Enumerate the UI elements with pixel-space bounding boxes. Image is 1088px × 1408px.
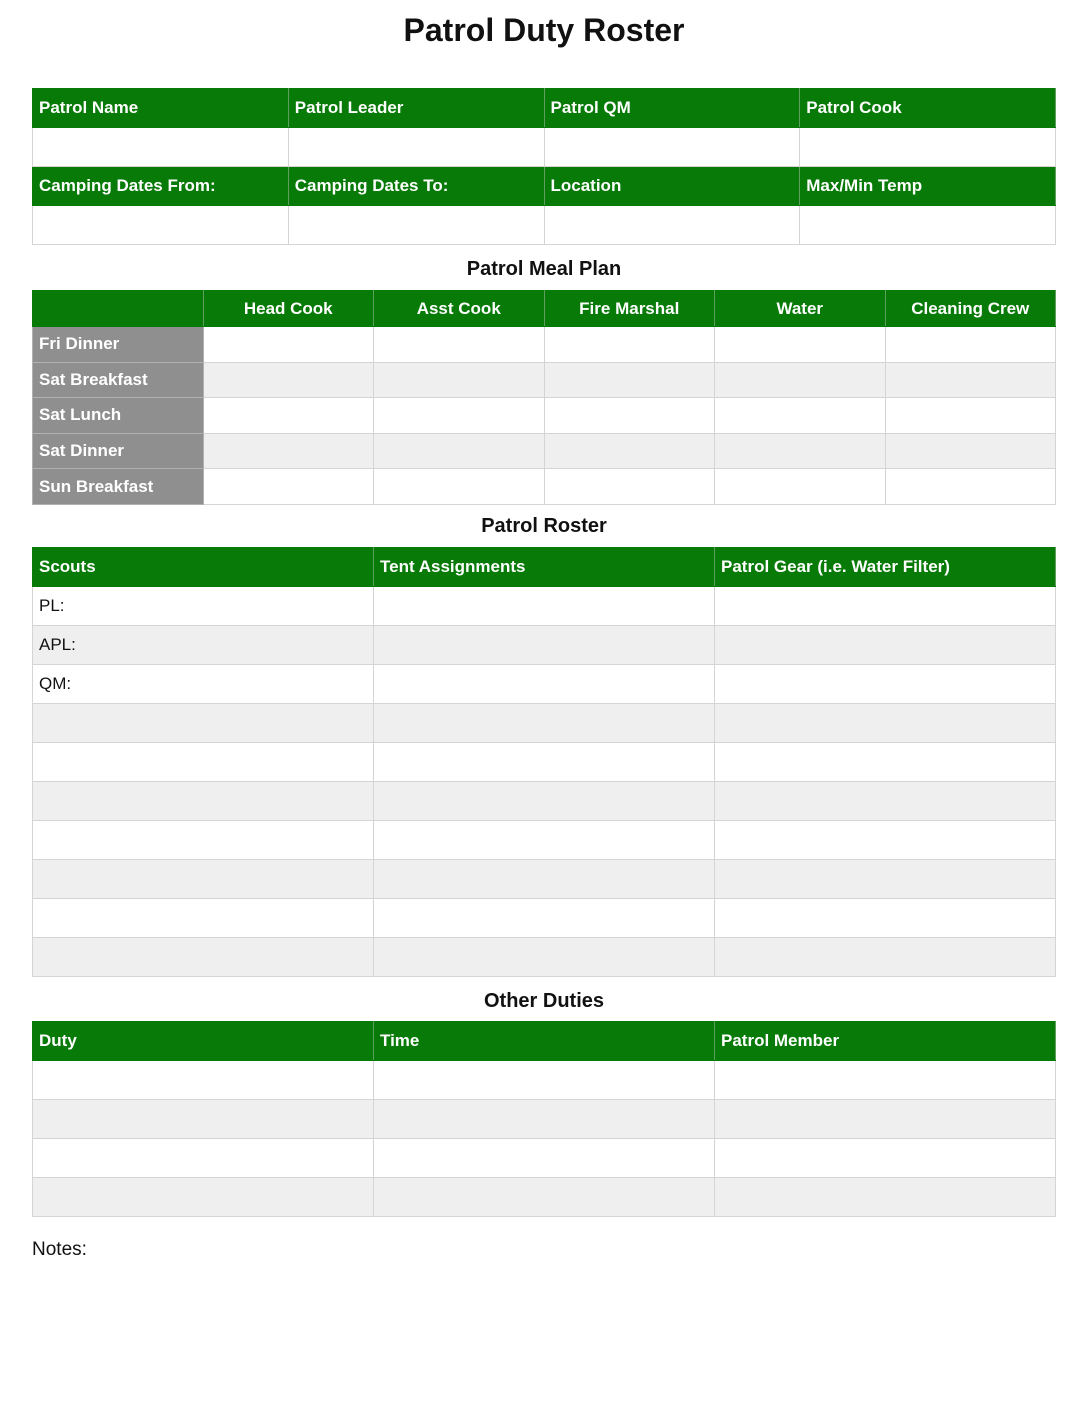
meal-row xyxy=(33,398,1056,434)
roster-header-tent-assignments: Tent Assignments xyxy=(374,548,715,587)
roster-gear-cell[interactable] xyxy=(715,860,1056,899)
roster-tent-cell[interactable] xyxy=(374,938,715,977)
meal-cell[interactable] xyxy=(885,362,1056,398)
meal-plan-table xyxy=(32,290,1056,505)
roster-scout-cell[interactable] xyxy=(33,938,374,977)
meal-cell[interactable] xyxy=(885,398,1056,434)
patrol-roster-table xyxy=(32,547,1056,977)
location-field[interactable] xyxy=(544,206,800,245)
roster-header-patrol-gear: Patrol Gear (i.e. Water Filter) xyxy=(715,548,1056,587)
info-header-patrol-leader: Patrol Leader xyxy=(288,89,544,128)
roster-gear-cell[interactable] xyxy=(715,587,1056,626)
duties-header-duty: Duty xyxy=(33,1022,374,1061)
roster-tent-cell[interactable] xyxy=(374,899,715,938)
roster-gear-cell[interactable] xyxy=(715,626,1056,665)
meal-cell[interactable] xyxy=(715,362,886,398)
patrol-member-cell[interactable] xyxy=(715,1139,1056,1178)
meal-row xyxy=(33,469,1056,505)
roster-scout-cell[interactable] xyxy=(33,860,374,899)
roster-scout-cell[interactable]: PL: xyxy=(33,587,374,626)
roster-gear-cell[interactable] xyxy=(715,743,1056,782)
meal-label: Sat Lunch xyxy=(33,398,204,434)
meal-cell[interactable] xyxy=(374,433,545,469)
roster-row xyxy=(33,899,1056,938)
roster-gear-cell[interactable] xyxy=(715,938,1056,977)
roster-row xyxy=(33,587,1056,626)
meal-cell[interactable] xyxy=(885,469,1056,505)
info-value-row xyxy=(33,206,1056,245)
meal-cell[interactable] xyxy=(374,362,545,398)
info-value-row xyxy=(33,128,1056,167)
duties-row xyxy=(33,1100,1056,1139)
roster-header-scouts: Scouts xyxy=(33,548,374,587)
meal-header-asst-cook: Asst Cook xyxy=(374,291,545,327)
duties-header-patrol-member: Patrol Member xyxy=(715,1022,1056,1061)
notes-label: Notes: xyxy=(32,1239,87,1260)
meal-cell[interactable] xyxy=(374,327,545,363)
meal-label: Sat Dinner xyxy=(33,433,204,469)
time-cell[interactable] xyxy=(374,1178,715,1217)
info-header-row xyxy=(33,167,1056,206)
meal-cell[interactable] xyxy=(885,327,1056,363)
meal-row xyxy=(33,433,1056,469)
meal-cell[interactable] xyxy=(885,433,1056,469)
roster-header-row xyxy=(33,548,1056,587)
meal-cell[interactable] xyxy=(715,469,886,505)
roster-row xyxy=(33,743,1056,782)
meal-label: Sun Breakfast xyxy=(33,469,204,505)
meal-cell[interactable] xyxy=(544,398,715,434)
time-cell[interactable] xyxy=(374,1061,715,1100)
meal-header-row xyxy=(33,291,1056,327)
meal-cell[interactable] xyxy=(715,398,886,434)
roster-tent-cell[interactable] xyxy=(374,860,715,899)
roster-gear-cell[interactable] xyxy=(715,821,1056,860)
meal-header-blank xyxy=(33,291,204,327)
roster-scout-cell[interactable]: QM: xyxy=(33,665,374,704)
meal-label: Sat Breakfast xyxy=(33,362,204,398)
roster-row xyxy=(33,665,1056,704)
meal-header-fire-marshal: Fire Marshal xyxy=(544,291,715,327)
meal-cell[interactable] xyxy=(544,433,715,469)
duties-row xyxy=(33,1139,1056,1178)
duties-row xyxy=(33,1178,1056,1217)
meal-cell[interactable] xyxy=(203,327,374,363)
page-title: Patrol Duty Roster xyxy=(403,12,685,48)
meal-cell[interactable] xyxy=(203,433,374,469)
dates-to-field[interactable] xyxy=(288,206,544,245)
roster-gear-cell[interactable] xyxy=(715,782,1056,821)
meal-label: Fri Dinner xyxy=(33,327,204,363)
meal-cell[interactable] xyxy=(374,398,545,434)
meal-row xyxy=(33,362,1056,398)
duty-cell[interactable] xyxy=(33,1100,374,1139)
other-duties-table xyxy=(32,1021,1056,1217)
meal-cell[interactable] xyxy=(715,433,886,469)
dates-from-field[interactable] xyxy=(33,206,289,245)
roster-tent-cell[interactable] xyxy=(374,587,715,626)
roster-row xyxy=(33,938,1056,977)
roster-tent-cell[interactable] xyxy=(374,704,715,743)
roster-gear-cell[interactable] xyxy=(715,704,1056,743)
roster-row xyxy=(33,626,1056,665)
max-min-temp-field[interactable] xyxy=(800,206,1056,245)
roster-scout-cell[interactable] xyxy=(33,704,374,743)
time-cell[interactable] xyxy=(374,1139,715,1178)
info-header-dates-to: Camping Dates To: xyxy=(288,167,544,206)
meal-cell[interactable] xyxy=(203,362,374,398)
patrol-leader-field[interactable] xyxy=(288,128,544,167)
roster-scout-cell[interactable]: APL: xyxy=(33,626,374,665)
patrol-cook-field[interactable] xyxy=(800,128,1056,167)
roster-gear-cell[interactable] xyxy=(715,665,1056,704)
duties-row xyxy=(33,1061,1056,1100)
meal-header-cleaning-crew: Cleaning Crew xyxy=(885,291,1056,327)
roster-tent-cell[interactable] xyxy=(374,626,715,665)
roster-tent-cell[interactable] xyxy=(374,743,715,782)
meal-header-water: Water xyxy=(715,291,886,327)
meal-cell[interactable] xyxy=(544,362,715,398)
other-duties-title: Other Duties xyxy=(483,990,605,1012)
duty-cell[interactable] xyxy=(33,1061,374,1100)
patrol-member-cell[interactable] xyxy=(715,1178,1056,1217)
duty-cell[interactable] xyxy=(33,1139,374,1178)
roster-scout-cell[interactable] xyxy=(33,899,374,938)
info-header-max-min-temp: Max/Min Temp xyxy=(800,167,1056,206)
patrol-info-table xyxy=(32,88,1056,245)
roster-gear-cell[interactable] xyxy=(715,899,1056,938)
meal-cell[interactable] xyxy=(374,469,545,505)
duties-header-time: Time xyxy=(374,1022,715,1061)
meal-cell[interactable] xyxy=(715,327,886,363)
info-header-patrol-cook: Patrol Cook xyxy=(800,89,1056,128)
meal-cell[interactable] xyxy=(544,469,715,505)
roster-row xyxy=(33,704,1056,743)
meal-cell[interactable] xyxy=(203,469,374,505)
roster-scout-cell[interactable] xyxy=(33,821,374,860)
info-header-patrol-name: Patrol Name xyxy=(33,89,289,128)
time-cell[interactable] xyxy=(374,1100,715,1139)
patrol-name-field[interactable] xyxy=(33,128,289,167)
info-header-location: Location xyxy=(544,167,800,206)
info-header-row xyxy=(33,89,1056,128)
roster-tent-cell[interactable] xyxy=(374,782,715,821)
meal-cell[interactable] xyxy=(203,398,374,434)
meal-row xyxy=(33,327,1056,363)
patrol-member-cell[interactable] xyxy=(715,1061,1056,1100)
patrol-member-cell[interactable] xyxy=(715,1100,1056,1139)
roster-scout-cell[interactable] xyxy=(33,743,374,782)
duties-header-row xyxy=(33,1022,1056,1061)
info-header-patrol-qm: Patrol QM xyxy=(544,89,800,128)
info-header-dates-from: Camping Dates From: xyxy=(33,167,289,206)
patrol-qm-field[interactable] xyxy=(544,128,800,167)
roster-row xyxy=(33,782,1056,821)
roster-scout-cell[interactable] xyxy=(33,782,374,821)
meal-plan-title: Patrol Meal Plan xyxy=(466,258,622,280)
roster-row xyxy=(33,860,1056,899)
meal-cell[interactable] xyxy=(544,327,715,363)
roster-tent-cell[interactable] xyxy=(374,665,715,704)
roster-title: Patrol Roster xyxy=(481,515,607,537)
duty-cell[interactable] xyxy=(33,1178,374,1217)
meal-header-head-cook: Head Cook xyxy=(203,291,374,327)
roster-tent-cell[interactable] xyxy=(374,821,715,860)
roster-row xyxy=(33,821,1056,860)
